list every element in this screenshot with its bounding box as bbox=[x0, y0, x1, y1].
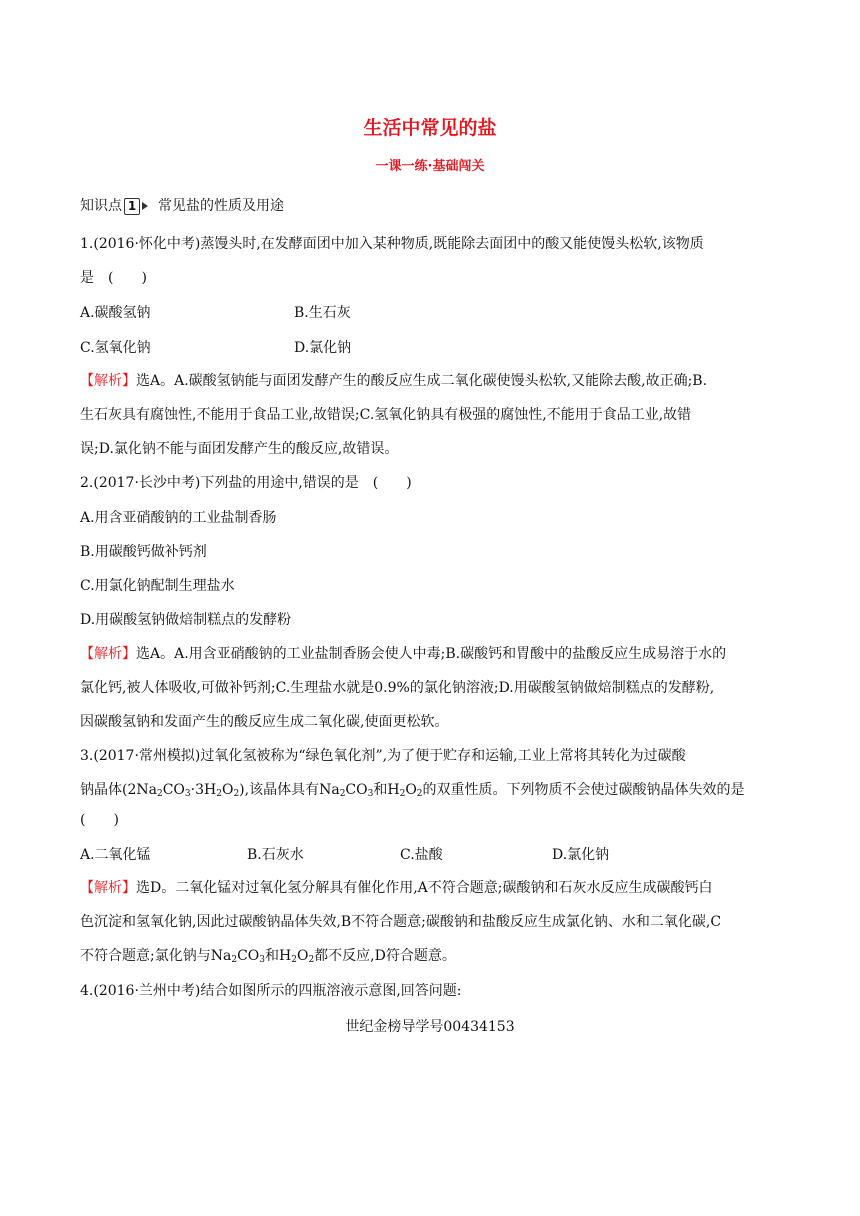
knowledge-point-badge bbox=[124, 198, 148, 215]
q1-stem-line1: 1.(2016·怀化中考)蒸馒头时,在发酵面团中加入某种物质,既能除去面团中的酸又能使馒头松软,该物质 bbox=[80, 236, 704, 252]
q1-stem-line2: 是 ( ) bbox=[80, 270, 147, 286]
q2-option-a: A.用含亚硝酸钠的工业盐制香肠 bbox=[80, 510, 277, 526]
q1-option-c: C.氢氧化钠 bbox=[80, 340, 151, 356]
analysis-label: 【解析】 bbox=[80, 373, 136, 389]
knowledge-point-topic: 常见盐的性质及用途 bbox=[158, 198, 284, 214]
page-subtitle: 一课一练·基础闯关 bbox=[375, 159, 485, 174]
q2-analysis-line3: 因碳酸氢钠和发面产生的酸反应生成二氧化碳,使面更松软。 bbox=[80, 714, 449, 730]
q1-option-d: D.氯化钠 bbox=[294, 340, 352, 356]
q2-analysis-line1: 【解析】选A。A.用含亚硝酸钠的工业盐制香肠会使人中毒;B.碳酸钙和胃酸中的盐酸反应生成易溶于水的 bbox=[80, 646, 727, 662]
q3-option-d: D.氯化钠 bbox=[552, 847, 610, 863]
q2-stem: 2.(2017·长沙中考)下列盐的用途中,错误的是 ( ) bbox=[80, 475, 412, 491]
knowledge-point-prefix: 知识点 bbox=[80, 198, 122, 214]
q2-option-d: D.用碳酸氢钠做焙制糕点的发酵粉 bbox=[80, 612, 292, 628]
q4-stem: 4.(2016·兰州中考)结合如图所示的四瓶溶液示意图,回答问题: bbox=[80, 983, 462, 999]
q3-option-a: A.二氧化锰 bbox=[80, 847, 151, 863]
q1-option-a: A.碳酸氢钠 bbox=[80, 305, 151, 321]
q3-analysis-line3: 不符合题意;氯化钠与$Na_2CO_3$和$H_2O_2$都不反应,D符合题意。 bbox=[80, 948, 456, 965]
q1-analysis-line2: 生石灰具有腐蚀性,不能用于食品工业,故错误;C.氢氧化钠具有极强的腐蚀性,不能用于食品工业,故错 bbox=[80, 407, 692, 423]
q1-analysis-line3: 误;D.氯化钠不能与面团发酵产生的酸反应,故错误。 bbox=[80, 441, 399, 457]
q2-analysis-line2: 氯化钙,被人体吸收,可做补钙剂;C.生理盐水就是0.9%的氯化钠溶液;D.用碳酸氢钠做焙制糕点的发酵粉, bbox=[80, 680, 715, 696]
q3-option-c: C.盐酸 bbox=[400, 847, 443, 863]
q3-stem-line3: ( ) bbox=[80, 812, 119, 828]
analysis-label: 【解析】 bbox=[80, 880, 136, 896]
q2-option-b: B.用碳酸钙做补钙剂 bbox=[80, 544, 207, 560]
page-title: 生活中常见的盐 bbox=[363, 117, 497, 139]
analysis-label: 【解析】 bbox=[80, 646, 136, 662]
triangle-arrow-icon bbox=[142, 202, 148, 210]
q3-stem-line1: 3.(2017·常州模拟)过氧化氢被称为“绿色氧化剂”,为了便于贮存和运输,工业上常将其转化为过碳酸 bbox=[80, 748, 686, 764]
knowledge-point-number: 1 bbox=[124, 198, 140, 215]
q3-analysis-line2: 色沉淀和氢氧化钠,因此过碳酸钠晶体失效,B不符合题意;碳酸钠和盐酸反应生成氯化钠、水和二氧化碳,C bbox=[80, 914, 722, 930]
q3-stem-line2: 钠晶体$(2Na_2CO_3\cdot 3H_2O_2)$,该晶体具有$Na_2CO_3$和$H_2O_2$的双重性质。下列物质不会使过碳酸钠晶体失效的是 bbox=[80, 782, 745, 799]
q4-reference-number: 世纪金榜导学号00434153 bbox=[345, 1019, 515, 1035]
q1-analysis-line1: 【解析】选A。A.碳酸氢钠能与面团发酵产生的酸反应生成二氧化碳使馒头松软,又能除去酸,故正确;B. bbox=[80, 373, 708, 389]
knowledge-point-heading bbox=[80, 196, 284, 216]
q2-option-c: C.用氯化钠配制生理盐水 bbox=[80, 578, 235, 594]
q1-option-b: B.生石灰 bbox=[294, 305, 351, 321]
q3-analysis-line1: 【解析】选D。二氧化锰对过氧化氢分解具有催化作用,A不符合题意;碳酸钠和石灰水反应生成碳酸钙白 bbox=[80, 880, 713, 896]
q3-option-b: B.石灰水 bbox=[247, 847, 304, 863]
